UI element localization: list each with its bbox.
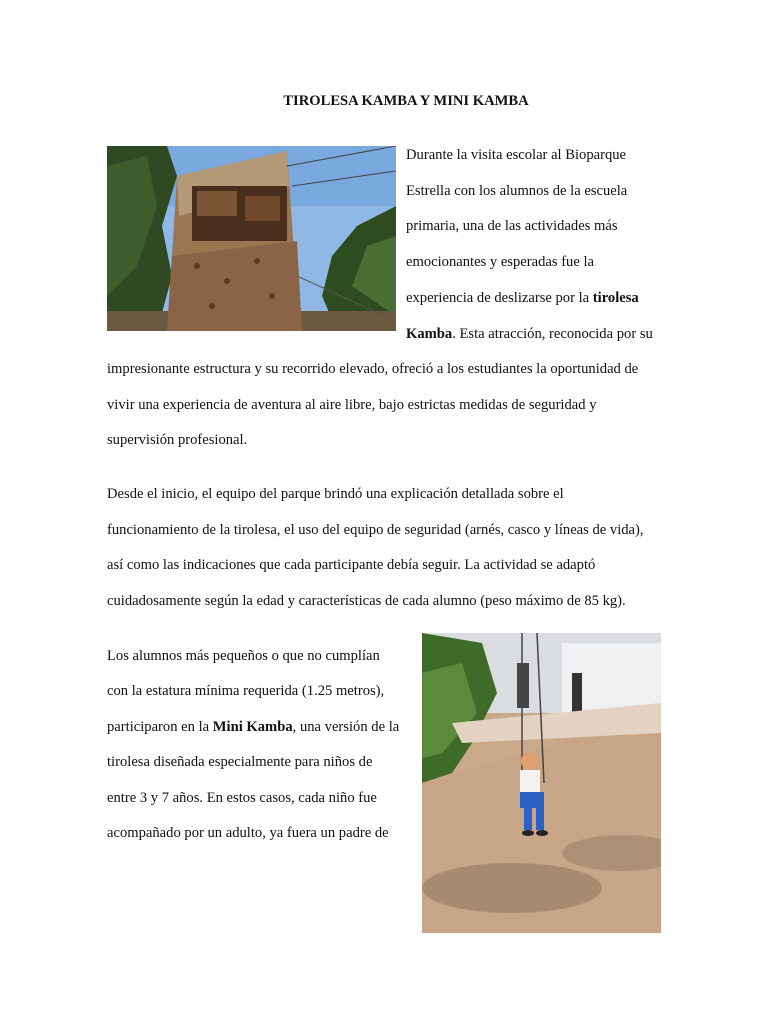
document-title: TIROLESA KAMBA Y MINI KAMBA	[283, 93, 529, 109]
mini-kamba-photo	[422, 633, 661, 933]
paragraph2-line4: cuidadosamente según la edad y características de cada alumno (peso máximo de 85 kg).	[107, 593, 626, 609]
paragraph2-line2: funcionamiento de la tirolesa, el uso del equipo de seguridad (arnés, casco y líneas de vida),	[107, 522, 644, 538]
paragraph1-line6-text: . Esta atracción, reconocida por su	[452, 326, 653, 342]
bold-tirolesa: tirolesa	[592, 290, 639, 306]
paragraph1-line6	[406, 326, 653, 342]
paragraph3-line2: con la estatura mínima requerida (1.25 metros),	[107, 683, 385, 699]
paragraph1-line2: Estrella con los alumnos de la escuela	[406, 183, 628, 199]
paragraph3-line4: tirolesa diseñada especialmente para niños de	[107, 754, 373, 770]
paragraph2-line3: así como las indicaciones que cada participante debía seguir. La actividad se adaptó	[107, 557, 596, 573]
bold-mini-kamba: Mini Kamba	[212, 719, 293, 735]
paragraph3-line6: acompañado por un adulto, ya fuera un padre de	[107, 825, 389, 841]
paragraph1-line5	[406, 290, 639, 306]
climbing-tower-photo	[107, 146, 396, 331]
paragraph1-line8: vivir una experiencia de aventura al aire libre, bajo estrictas medidas de seguridad y	[107, 397, 597, 413]
paragraph1-line5-text: experiencia de deslizarse por la	[406, 290, 593, 306]
paragraph1-line1: Durante la visita escolar al Bioparque	[406, 147, 627, 163]
paragraph1-line4: emocionantes y esperadas fue la	[406, 254, 595, 270]
paragraph1-line3: primaria, una de las actividades más	[406, 218, 618, 234]
paragraph2-line1: Desde el inicio, el equipo del parque brindó una explicación detallada sobre el	[107, 486, 564, 502]
paragraph3-line5: entre 3 y 7 años. En estos casos, cada niño fue	[107, 790, 377, 806]
paragraph3-line3-rest: , una versión de la	[292, 719, 400, 735]
paragraph1-line7: impresionante estructura y su recorrido elevado, ofreció a los estudiantes la oportunidad de	[107, 361, 639, 377]
bold-kamba: Kamba	[406, 326, 453, 342]
paragraph3-line3-text: participaron en la	[107, 719, 213, 735]
paragraph1-line9: supervisión profesional.	[107, 432, 248, 448]
paragraph3-line3	[107, 719, 399, 735]
paragraph3-line1: Los alumnos más pequeños o que no cumplían	[107, 648, 380, 664]
